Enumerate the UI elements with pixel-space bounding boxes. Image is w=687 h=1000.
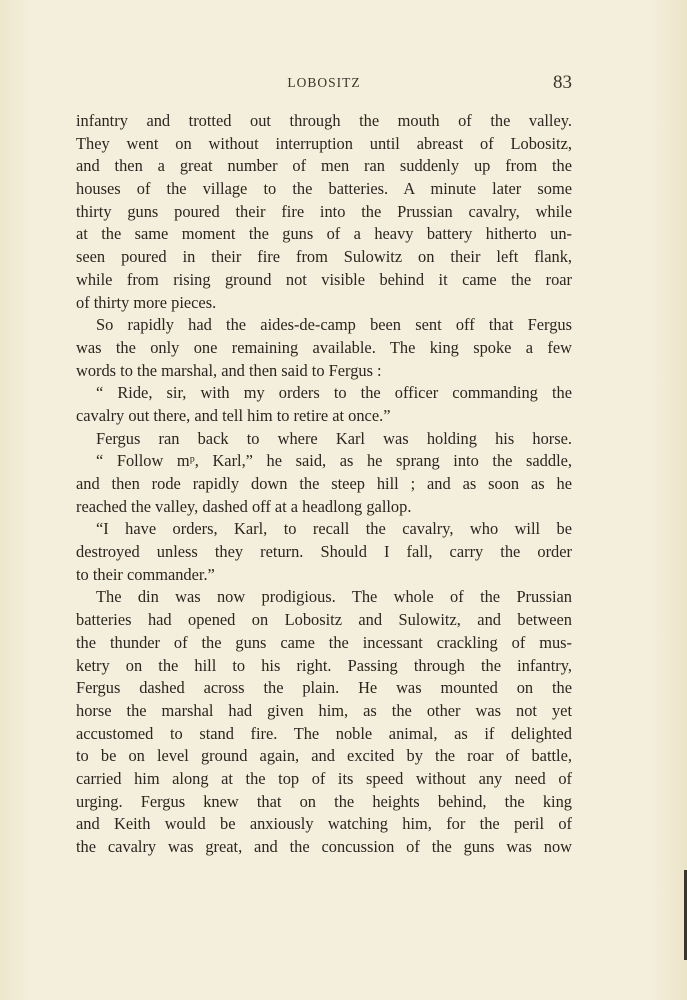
text-line: accustomed to stand fire. The noble animal, as if delighted bbox=[76, 723, 572, 743]
text-line: infantry and trotted out through the mouth of the valley. bbox=[76, 111, 572, 130]
text-line: the thunder of the guns came the incessant crackling of mus- bbox=[76, 632, 572, 652]
text-line: So rapidly had the aides-de-camp been sent off that Fergus bbox=[96, 315, 572, 335]
text-line: the cavalry was great, and the concussion of the guns was now bbox=[76, 837, 572, 856]
text-line: horse the marshal had given him, as the other was not yet bbox=[76, 700, 572, 720]
text-line: “I have orders, Karl, to recall the cavalry, who will be bbox=[96, 519, 572, 539]
text-line: “ Ride, sir, with my orders to the officer commanding the bbox=[96, 383, 572, 403]
text-line: ketry on the hill to his right. Passing through the infantry, bbox=[76, 655, 572, 675]
text-line: while from rising ground not visible behind it came the roar bbox=[76, 269, 572, 289]
text-line: cavalry out there, and tell him to retire at once.” bbox=[76, 405, 391, 425]
text-line: to their commander.” bbox=[76, 564, 215, 584]
text-line: Fergus dashed across the plain. He was mounted on the bbox=[76, 678, 572, 698]
text-line: Fergus ran back to where Karl was holding his horse. bbox=[96, 428, 572, 448]
text-line: and then a great number of men ran suddenly up from the bbox=[76, 156, 572, 176]
text-line: to be on level ground again, and excited by the roar of battle, bbox=[76, 746, 572, 766]
text-line: at the same moment the guns of a heavy battery hitherto un- bbox=[76, 224, 572, 244]
text-line: The din was now prodigious. The whole of the Prussian bbox=[96, 587, 572, 607]
text-line: thirty guns poured their fire into the Prussian cavalry, while bbox=[76, 201, 572, 221]
page-header bbox=[76, 72, 572, 96]
text-line: of thirty more pieces. bbox=[76, 292, 217, 312]
text-line: and then rode rapidly down the steep hill ; and as soon as he bbox=[76, 474, 572, 493]
text-line: was the only one remaining available. The king spoke a few bbox=[76, 337, 572, 357]
text-line: batteries had opened on Lobositz and Sulowitz, and between bbox=[76, 610, 572, 630]
text-line: They went on without interruption until abreast of Lobositz, bbox=[76, 133, 572, 153]
text-line: reached the valley, dashed off at a headlong gallop. bbox=[76, 496, 412, 516]
page-number: 83 bbox=[553, 72, 572, 93]
text-line: urging. Fergus knew that on the heights behind, the king bbox=[76, 791, 572, 811]
text-line: seen poured in their fire from Sulowitz on their left flank, bbox=[76, 247, 572, 267]
body-text bbox=[76, 110, 572, 859]
text-line: and Keith would be anxiously watching him, for the peril of bbox=[76, 814, 572, 834]
text-line: “ Follow mᵖ, Karl,” he said, as he sprang into the saddle, bbox=[96, 451, 572, 471]
text-line: carried him along at the top of its speed without any need of bbox=[76, 768, 572, 788]
text-line: words to the marshal, and then said to Fergus : bbox=[76, 360, 382, 380]
text-line: houses of the village to the batteries. A minute later some bbox=[76, 179, 572, 199]
running-head: LOBOSITZ bbox=[287, 75, 361, 90]
text-line: destroyed unless they return. Should I fall, carry the order bbox=[76, 542, 572, 562]
